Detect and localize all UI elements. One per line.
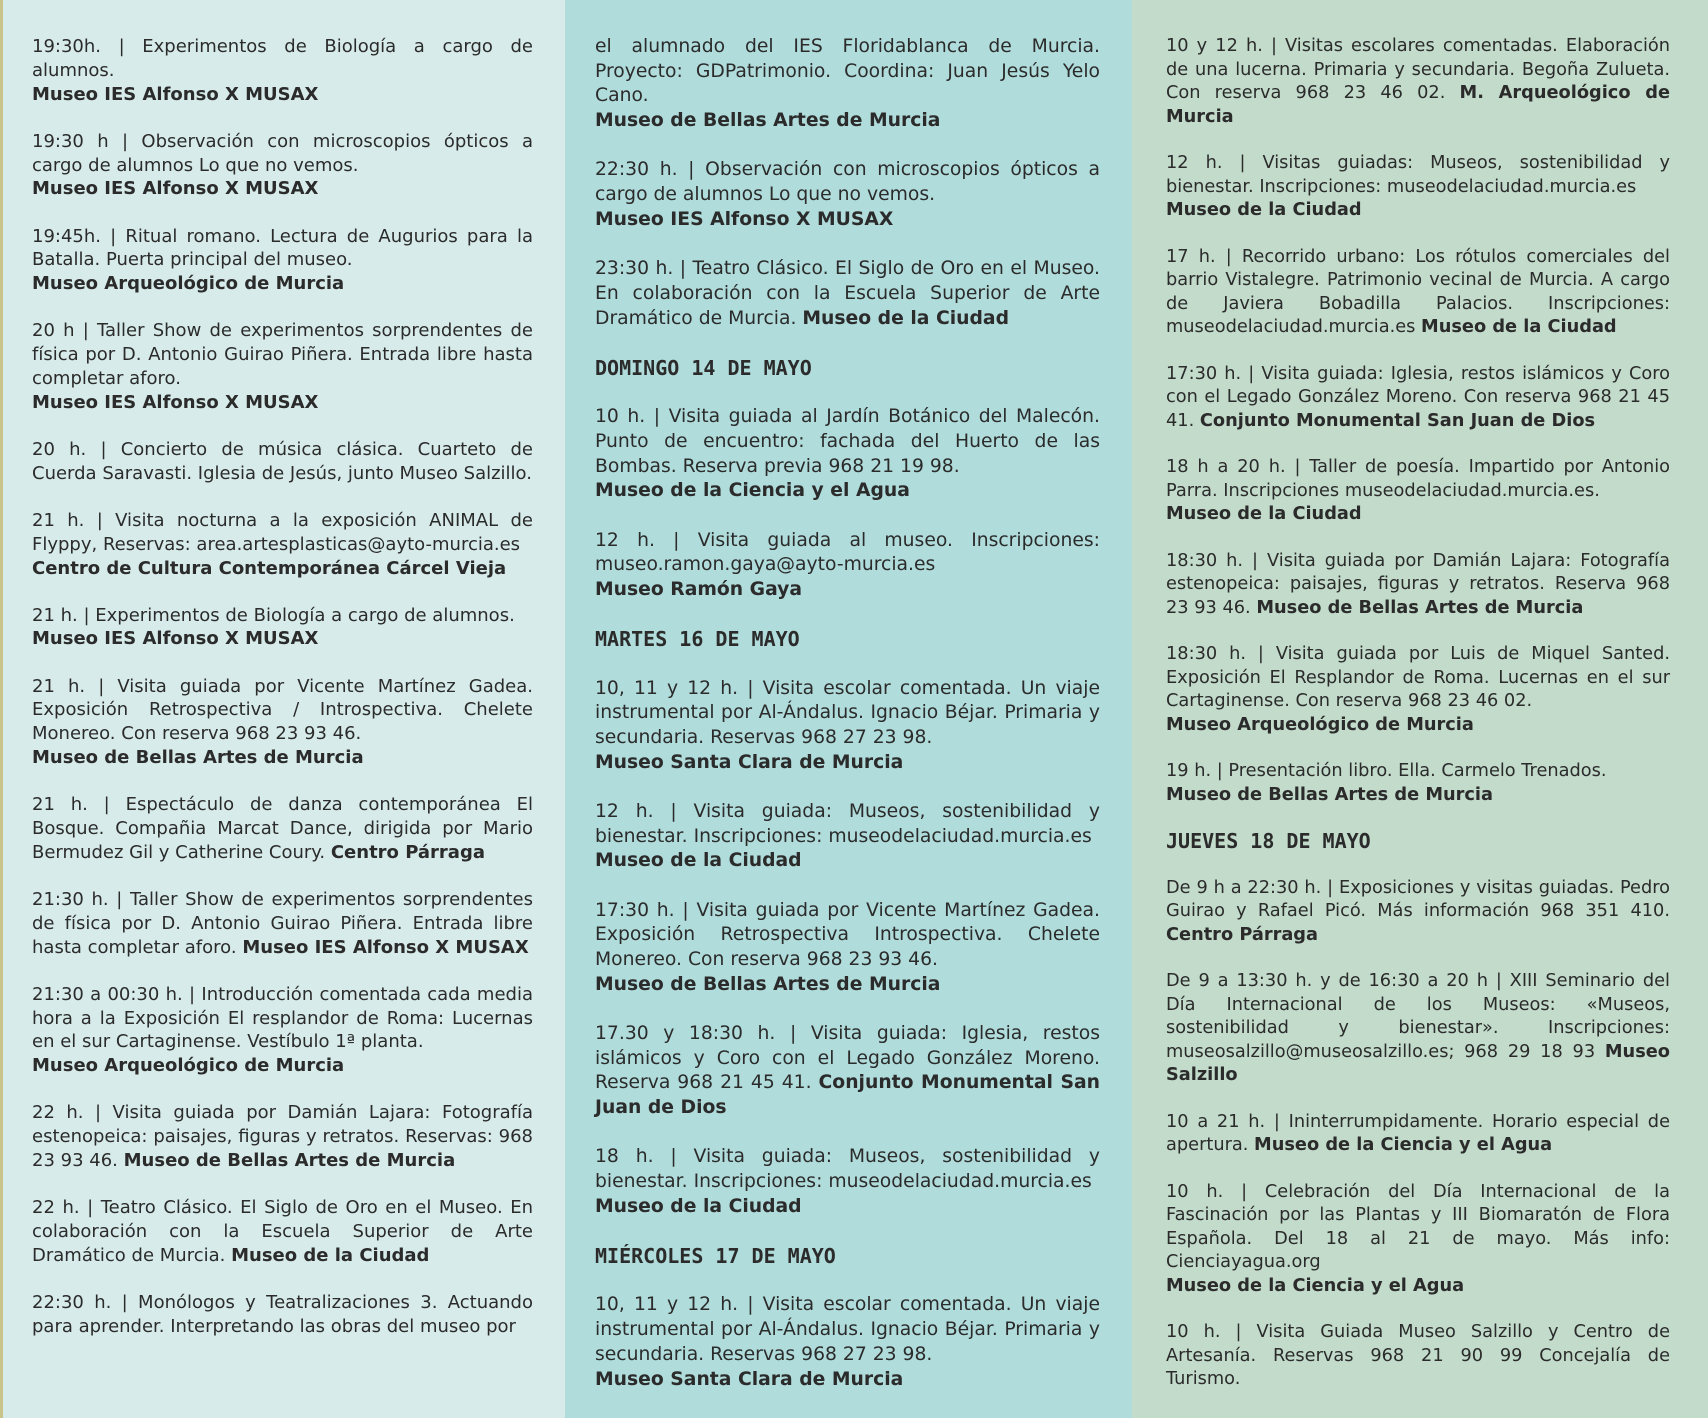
- event-description: 22:30 h. | Observación con microscopios ópticos a cargo de alumnos Lo que no vemos.: [595, 159, 1100, 206]
- event-venue: Museo de la Ciencia y el Agua: [1254, 1135, 1553, 1155]
- event-description: 10 h. | Celebración del Día Internacional de la Fascinación por las Plantas y III Biomaratón de Flora Española. Del 18 al 21 de mayo. Más info: Cienciayagua.org: [1166, 1181, 1670, 1272]
- event-description: 17.30 y 18:30 h. | Visita guiada: Iglesia, restos islámicos y Coro con el Legado González Moreno. Reserva 968 21 45 41.: [595, 1023, 1100, 1094]
- event-venue: Museo Arqueológico de Murcia: [1166, 714, 1474, 735]
- event-description: 10 y 12 h. | Visitas escolares comentadas. Elaboración de una lucerna. Primaria y secundaria. Begoña Zulueta. Con reserva 968 23 46 02.: [1166, 36, 1670, 103]
- event-entry: [1166, 1111, 1670, 1158]
- event-description: 10 a 21 h. | Ininterrumpidamente. Horario especial de apertura.: [1166, 1111, 1670, 1155]
- event-entry: [32, 888, 533, 959]
- event-description: 19:45h. | Ritual romano. Lectura de Augurios para la Batalla. Puerta principal del museo.: [32, 225, 533, 271]
- event-entry: [32, 319, 533, 414]
- event-description: 22 h. | Visita guiada por Damián Lajara: Fotografía estenopeica: paisajes, figuras y retratos. Reservas: 968 23 93 46.: [32, 1102, 533, 1171]
- event-description: 10 h. | Visita Guiada Museo Salzillo y Centro de Artesanía. Reservas 968 21 90 99 Concejalía de Turismo.: [1166, 1322, 1670, 1389]
- event-venue: Museo de la Ciencia y el Agua: [1166, 1275, 1465, 1296]
- event-description: 21 h. | Experimentos de Biología a cargo de alumnos.: [32, 604, 515, 626]
- event-entry: [595, 405, 1100, 504]
- event-entry: [32, 1101, 533, 1172]
- event-venue: Museo IES Alfonso X MUSAX: [242, 936, 529, 958]
- event-description: el alumnado del IES Floridablanca de Murcia. Proyecto: GDPatrimonio. Coordina: Juan Jesús Yelo Cano.: [595, 36, 1100, 107]
- event-description: 12 h. | Visita guiada: Museos, sostenibilidad y bienestar. Inscripciones: museodelaciudad.murcia.es: [595, 800, 1100, 847]
- event-description: 21:30 h. | Taller Show de experimentos sorprendentes de física por D. Antonio Guirao Piñera. Entrada libre hasta completar aforo.: [32, 889, 533, 958]
- column-2: [565, 0, 1132, 1418]
- event-venue: Museo de Bellas Artes de Murcia: [32, 747, 364, 769]
- event-description: 17:30 h. | Visita guiada por Vicente Martínez Gadea. Exposición Retrospectiva Introspectiva. Chelete Monereo. Con reserva 968 23 93 46.: [595, 899, 1100, 971]
- event-venue: Centro Párraga: [1166, 924, 1318, 945]
- event-venue: Museo Ramón Gaya: [595, 578, 803, 600]
- event-entry: [1166, 152, 1670, 223]
- day-heading: DOMINGO 14 DE MAYO: [595, 355, 812, 380]
- day-heading: JUEVES 18 DE MAYO: [1166, 829, 1371, 853]
- event-description: 10 h. | Visita guiada al Jardín Botánico del Malecón. Punto de encuentro: fachada del Huerto de las Bombas. Reserva previa 968 21 19 98.: [595, 406, 1100, 477]
- event-venue: Museo de Bellas Artes de Murcia: [123, 1149, 456, 1171]
- event-venue: Museo Salzillo: [1166, 1041, 1670, 1085]
- event-description: 18 h a 20 h. | Taller de poesía. Impartido por Antonio Parra. Inscripciones museodelaciudad.murcia.es.: [1166, 457, 1670, 501]
- event-entry: [595, 35, 1100, 134]
- event-venue: Conjunto Monumental San Juan de Dios: [595, 1072, 1100, 1119]
- column-3: [1132, 0, 1708, 1418]
- event-description: 19:30h. | Experimentos de Biología a cargo de alumnos.: [32, 36, 533, 81]
- event-description: 10, 11 y 12 h. | Visita escolar comentada. Un viaje instrumental por Al-Ándalus. Ignacio Béjar. Primaria y secundaria. Reservas 968 27 23 98.: [595, 1294, 1100, 1365]
- event-entry: [32, 1291, 533, 1339]
- event-entry: [595, 899, 1100, 998]
- event-entry: [32, 793, 533, 864]
- event-description: 22:30 h. | Monólogos y Teatralizaciones 3. Actuando para aprender. Interpretando las obras del museo por: [32, 1291, 533, 1337]
- event-venue: Museo Arqueológico de Murcia: [32, 273, 345, 295]
- event-entry: [1166, 363, 1670, 434]
- event-description: 18 h. | Visita guiada: Museos, sostenibilidad y bienestar. Inscripciones: museodelaciudad.murcia.es: [595, 1146, 1100, 1193]
- event-venue: Museo IES Alfonso X MUSAX: [595, 208, 894, 230]
- event-venue: Museo de la Ciudad: [595, 1195, 802, 1217]
- event-venue: Centro de Cultura Contemporánea Cárcel Vieja: [32, 557, 507, 579]
- event-entry: [1166, 1321, 1670, 1392]
- day-heading: MIÉRCOLES 17 DE MAYO: [595, 1244, 836, 1269]
- event-entry: [32, 604, 533, 652]
- event-entry: [32, 225, 533, 296]
- day-heading: MARTES 16 DE MAYO: [595, 627, 800, 652]
- event-description: 17 h. | Recorrido urbano: Los rótulos comerciales del barrio Vistalegre. Patrimonio vecinal de Murcia. A cargo de Javiera Bobadilla Palacios. Inscripciones: museodelaciudad.murcia.es: [1166, 246, 1670, 337]
- event-entry: [32, 438, 533, 486]
- event-venue: Museo de la Ciudad: [802, 307, 1009, 329]
- event-entry: [1166, 456, 1670, 527]
- event-description: 19 h. | Presentación libro. Ella. Carmelo Trenados.: [1166, 761, 1607, 781]
- event-description: 20 h | Taller Show de experimentos sorprendentes de física por D. Antonio Guirao Piñera. Entrada libre hasta completar aforo.: [32, 320, 533, 389]
- event-description: 19:30 h | Observación con microscopios ópticos a cargo de alumnos Lo que no vemos.: [32, 130, 533, 176]
- event-venue: Museo de la Ciudad: [595, 850, 802, 872]
- event-venue: Museo IES Alfonso X MUSAX: [32, 628, 319, 650]
- event-description: 12 h. | Visitas guiadas: Museos, sostenibilidad y bienestar. Inscripciones: museodelaciudad.murcia.es: [1166, 153, 1670, 197]
- event-description: 10, 11 y 12 h. | Visita escolar comentada. Un viaje instrumental por Al-Ándalus. Ignacio Béjar. Primaria y secundaria. Reservas 968 27 23 98.: [595, 677, 1100, 748]
- event-entry: [32, 1196, 533, 1267]
- event-venue: Museo Arqueológico de Murcia: [32, 1055, 345, 1077]
- event-entry: [1166, 246, 1670, 340]
- event-description: De 9 a 13:30 h. y de 16:30 a 20 h | XIII Seminario del Día Internacional de los Museos: «Museos, sostenibilidad y bienestar». Inscripciones: museosalzillo@museosalzillo.es; 968 29 18 93: [1166, 971, 1670, 1062]
- event-entry: [595, 1145, 1100, 1219]
- event-entry: [595, 529, 1100, 603]
- event-venue: Museo de la Ciudad: [1166, 504, 1362, 524]
- event-venue: Museo de la Ciudad: [1166, 200, 1362, 220]
- event-venue: Museo de la Ciudad: [231, 1244, 430, 1266]
- event-description: 18:30 h. | Visita guiada por Damián Lajara: Fotografía estenopeica: paisajes, figuras y retratos. Reserva 968 23 93 46.: [1166, 550, 1670, 618]
- event-entry: [1166, 1181, 1670, 1299]
- event-entry: [1166, 35, 1670, 129]
- event-venue: Centro Párraga: [330, 841, 485, 863]
- event-entry: [32, 983, 533, 1078]
- event-description: 23:30 h. | Teatro Clásico. El Siglo de Oro en el Museo. En colaboración con la Escuela Superior de Arte Dramático de Murcia.: [595, 258, 1100, 329]
- fold-edge: [0, 0, 3, 1418]
- event-venue: Museo IES Alfonso X MUSAX: [32, 391, 319, 413]
- event-venue: Museo de la Ciencia y el Agua: [595, 480, 910, 502]
- event-entry: [595, 800, 1100, 874]
- event-entry: [1166, 970, 1670, 1088]
- event-entry: [1166, 550, 1670, 621]
- event-description: 21:30 a 00:30 h. | Introducción comentada cada media hora a la Exposición El resplandor de Roma: Lucernas en el sur Cartaginense. Vestíbulo 1ª planta.: [32, 983, 533, 1053]
- event-venue: Museo Santa Clara de Murcia: [595, 751, 904, 773]
- event-entry: [32, 35, 533, 106]
- event-description: 21 h. | Visita guiada por Vicente Martínez Gadea. Exposición Retrospectiva / Introspectiva. Chelete Monereo. Con reserva 968 23 93 46.: [32, 675, 533, 745]
- event-description: 22 h. | Teatro Clásico. El Siglo de Oro en el Museo. En colaboración con la Escuela Superior de Arte Dramático de Murcia.: [32, 1197, 533, 1266]
- event-description: 21 h. | Espectáculo de danza contemporánea El Bosque. Compañia Marcat Dance, dirigida por Mario Bermudez Gil y Catherine Coury.: [32, 794, 533, 863]
- event-entry: [32, 675, 533, 770]
- event-entry: [595, 1293, 1100, 1392]
- column-1: [0, 0, 565, 1418]
- event-venue: M. Arqueológico de Murcia: [1166, 83, 1670, 127]
- event-entry: [595, 257, 1100, 331]
- event-venue: Museo de Bellas Artes de Murcia: [595, 973, 941, 995]
- event-venue: Museo Santa Clara de Murcia: [595, 1368, 904, 1390]
- event-description: 20 h. | Concierto de música clásica. Cuarteto de Cuerda Saravasti. Iglesia de Jesús, junto Museo Salzillo.: [32, 438, 533, 484]
- event-entry: [595, 677, 1100, 776]
- event-description: 12 h. | Visita guiada al museo. Inscripciones: museo.ramon.gaya@ayto-murcia.es: [595, 529, 1100, 576]
- event-entry: [1166, 877, 1670, 948]
- event-description: 18:30 h. | Visita guiada por Luis de Miquel Santed. Exposición El Resplandor de Roma. Lucernas en el sur Cartaginense. Con reserva 968 23 46 02.: [1166, 644, 1670, 711]
- event-venue: Conjunto Monumental San Juan de Dios: [1199, 410, 1596, 431]
- event-venue: Museo de Bellas Artes de Murcia: [1166, 784, 1493, 805]
- event-entry: [1166, 760, 1670, 807]
- event-venue: Museo IES Alfonso X MUSAX: [32, 83, 319, 105]
- event-entry: [32, 130, 533, 201]
- event-description: De 9 h a 22:30 h. | Exposiciones y visitas guiadas. Pedro Guirao y Rafael Picó. Más información 968 351 410.: [1166, 877, 1670, 921]
- event-entry: [595, 158, 1100, 232]
- event-venue: Museo IES Alfonso X MUSAX: [32, 178, 319, 200]
- event-venue: Museo de Bellas Artes de Murcia: [595, 110, 941, 132]
- event-venue: Museo de Bellas Artes de Murcia: [1256, 597, 1584, 618]
- event-description: 21 h. | Visita nocturna a la exposición ANIMAL de Flyppy, Reservas: area.artesplasticas@ayto-murcia.es: [32, 509, 533, 555]
- event-description: 17:30 h. | Visita guiada: Iglesia, restos islámicos y Coro con el Legado González Moreno. Con reserva 968 21 45 41.: [1166, 363, 1670, 431]
- event-entry: [32, 509, 533, 580]
- event-entry: [1166, 643, 1670, 737]
- event-entry: [595, 1022, 1100, 1121]
- event-venue: Museo de la Ciudad: [1421, 317, 1617, 337]
